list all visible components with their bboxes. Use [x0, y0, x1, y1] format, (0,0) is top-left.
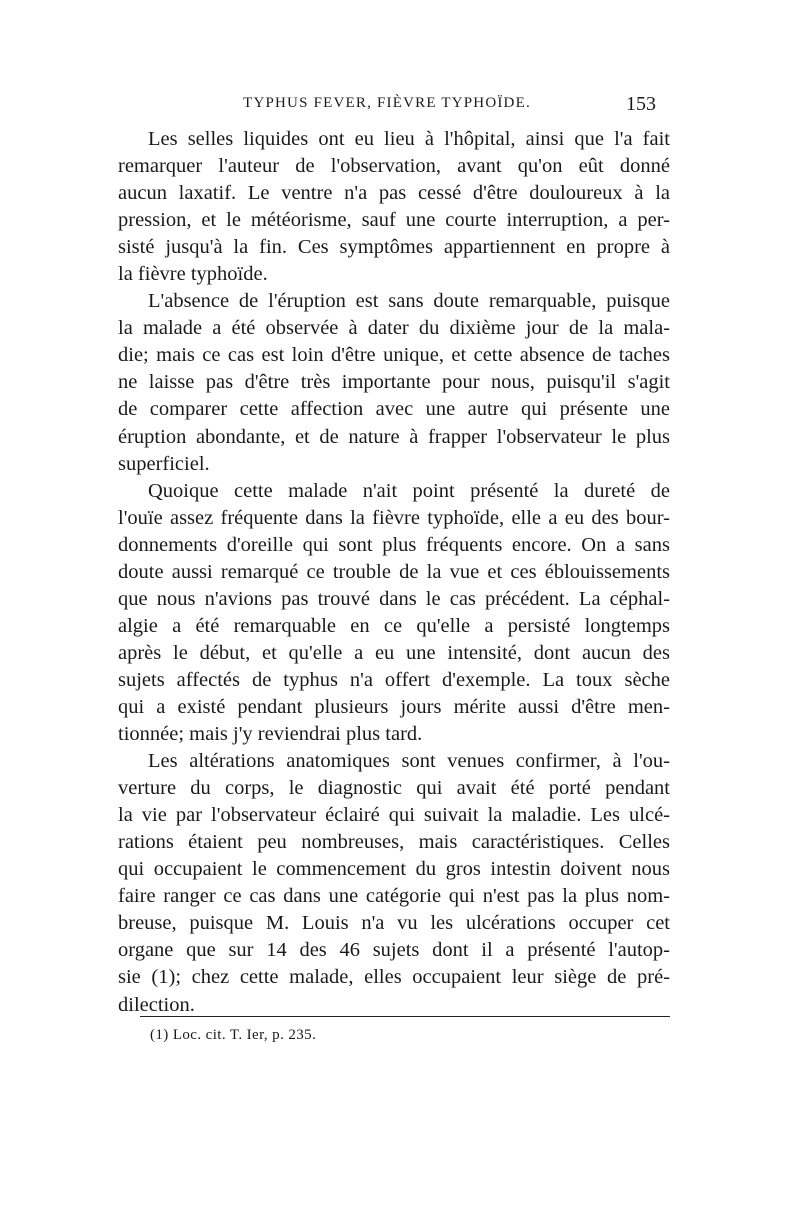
text-line: rations étaient peu nombreuses, mais caractéristiques. Celles: [118, 831, 670, 854]
text-line: verture du corps, le diagnostic qui avait été porté pendant: [118, 777, 670, 800]
text-line: qui occupaient le commencement du gros intestin doivent nous: [118, 858, 670, 881]
text-line: après le début, et qu'elle a eu une intensité, dont aucun des: [118, 641, 670, 664]
text-line: sisté jusqu'à la fin. Ces symptômes appartiennent en propre à: [118, 236, 670, 259]
text-line: superficiel.: [118, 452, 210, 475]
text-line: la fièvre typhoïde.: [118, 263, 268, 286]
running-head: [118, 93, 656, 117]
text-line: die; mais ce cas est loin d'être unique, et cette absence de taches: [118, 344, 670, 367]
text-line: de comparer cette affection avec une autre qui présente une: [118, 398, 670, 421]
text-line: la vie par l'observateur éclairé qui suivait la maladie. Les ulcé-: [118, 804, 670, 827]
text-line: que nous n'avions pas trouvé dans le cas précédent. La céphal-: [118, 587, 670, 610]
text-line: donnements d'oreille qui sont plus fréquents encore. On a sans: [118, 533, 670, 556]
text-line: pression, et le météorisme, sauf une courte interruption, a per-: [118, 209, 670, 232]
text-line: qui a existé pendant plusieurs jours mérite aussi d'être men-: [118, 695, 670, 718]
text-line: la malade a été observée à dater du dixième jour de la mala-: [118, 317, 670, 340]
text-line: Les altérations anatomiques sont venues confirmer, à l'ou-: [148, 750, 670, 773]
text-line: tionnée; mais j'y reviendrai plus tard.: [118, 723, 423, 746]
running-title: TYPHUS FEVER, FIÈVRE TYPHOÏDE.: [243, 95, 531, 111]
text-line: Quoique cette malade n'ait point présenté la dureté de: [148, 479, 670, 502]
page-number: 153: [626, 93, 656, 115]
footnote-divider: [140, 1016, 670, 1017]
text-line: remarquer l'auteur de l'observation, avant qu'on eût donné: [118, 155, 670, 178]
text-line: doute aussi remarqué ce trouble de la vue et ces éblouissements: [118, 560, 670, 583]
text-line: aucun laxatif. Le ventre n'a pas cessé d'être douloureux à la: [118, 182, 670, 205]
body-text: [118, 126, 670, 1019]
text-line: L'absence de l'éruption est sans doute remarquable, puisque: [148, 290, 670, 313]
text-line: sie (1); chez cette malade, elles occupaient leur siège de pré-: [118, 966, 670, 989]
text-line: sujets affectés de typhus n'a offert d'exemple. La toux sèche: [118, 668, 670, 691]
text-line: éruption abondante, et de nature à frapper l'observateur le plus: [118, 425, 670, 448]
text-line: algie a été remarquable en ce qu'elle a persisté longtemps: [118, 614, 670, 637]
text-line: breuse, puisque M. Louis n'a vu les ulcérations occuper cet: [118, 912, 670, 935]
text-line: Les selles liquides ont eu lieu à l'hôpital, ainsi que l'a fait: [148, 128, 670, 150]
footnote: (1) Loc. cit. T. Ier, p. 235.: [150, 1027, 317, 1043]
text-line: dilection.: [118, 993, 195, 1016]
text-line: ne laisse pas d'être très importante pour nous, puisqu'il s'agit: [118, 371, 670, 394]
text-line: l'ouïe assez fréquente dans la fièvre typhoïde, elle a eu des bour-: [118, 506, 670, 529]
text-line: faire ranger ce cas dans une catégorie qui n'est pas la plus nom-: [118, 885, 670, 908]
text-line: organe que sur 14 des 46 sujets dont il a présenté l'autop-: [118, 939, 670, 962]
